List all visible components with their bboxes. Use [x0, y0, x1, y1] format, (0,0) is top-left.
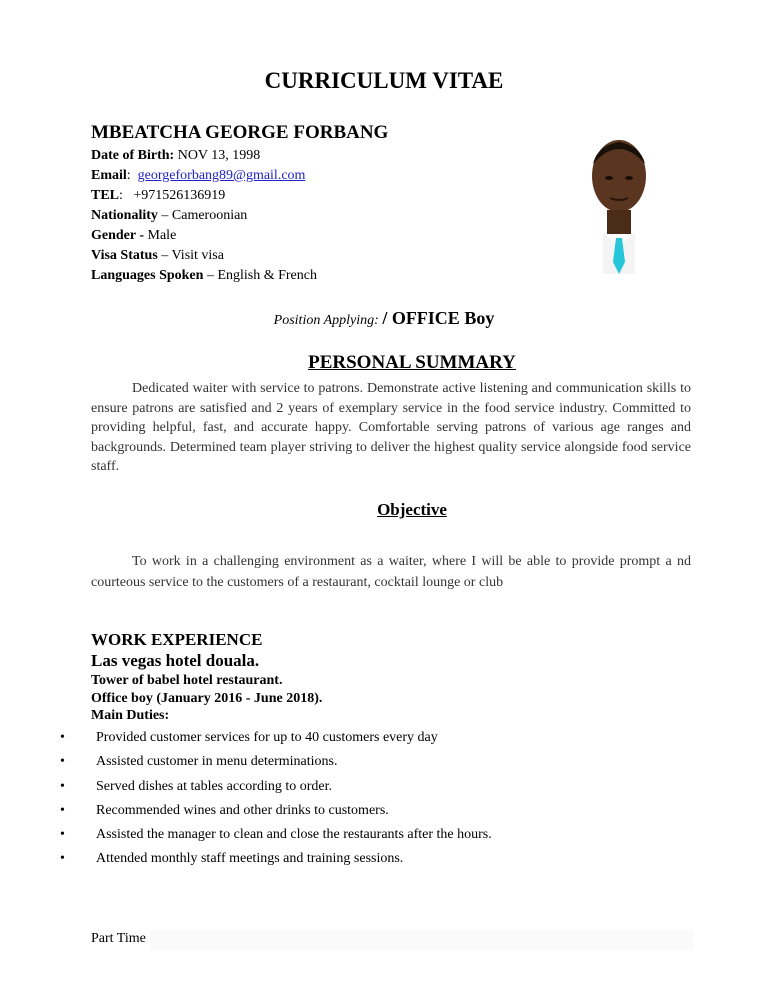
personal-summary-heading: PERSONAL SUMMARY [308, 352, 516, 373]
personal-summary-text: Dedicated waiter with service to patrons. Demonstrate active listening and communication skills to ensure patrons are satisfied and 2 years of exemplary service in the food service industry. Committed to providing helpful, fast, and accurate happy. Comfortable serving patrons of various age ranges and backgrounds. Determined team player striving to deliver the highest quality service alongside food service staff. [91, 381, 691, 474]
applicant-name: MBEATCHA GEORGE FORBANG [91, 122, 389, 143]
position-applying: Position Applying: / OFFICE Boy [273, 308, 495, 328]
footer-band [150, 930, 693, 950]
main-duties-label: Main Duties: [91, 708, 170, 723]
list-item: • Provided customer services for up to 40 customers every day [60, 730, 492, 754]
work-experience-heading: WORK EXPERIENCE [91, 630, 263, 649]
nationality-line: Nationality – Cameroonian [91, 208, 248, 223]
job-role: Office boy (January 2016 - June 2018). [91, 691, 323, 706]
gender-line: Gender - Male [91, 228, 177, 243]
tel-line: TEL: +971526136919 [91, 188, 226, 203]
email-line: Email: georgeforbang89@gmail.com [91, 168, 306, 183]
list-item: • Served dishes at tables according to order. [60, 779, 492, 803]
languages-line: Languages Spoken – English & French [91, 268, 317, 283]
document-title: CURRICULUM VITAE [264, 68, 504, 93]
profile-photo [583, 134, 655, 274]
list-item: • Recommended wines and other drinks to customers. [60, 803, 492, 827]
email-link[interactable]: georgeforbang89@gmail.com [137, 168, 306, 183]
visa-line: Visa Status – Visit visa [91, 248, 224, 263]
dob-line: Date of Birth: NOV 13, 1998 [91, 148, 261, 163]
list-item: • Assisted customer in menu determinations. [60, 754, 492, 778]
workplace: Tower of babel hotel restaurant. [91, 673, 283, 688]
list-item: • Attended monthly staff meetings and training sessions. [60, 851, 492, 875]
employer: Las vegas hotel douala. [91, 651, 260, 670]
objective-text: To work in a challenging environment as a waiter, where I will be able to provide prompt a nd courteous service to the customers of a restaurant, cocktail lounge or club [91, 554, 691, 590]
duties-list [60, 730, 492, 876]
part-time-heading: Part Time [91, 931, 146, 946]
list-item: • Assisted the manager to clean and close the restaurants after the hours. [60, 827, 492, 851]
objective-heading: Objective [377, 500, 447, 519]
